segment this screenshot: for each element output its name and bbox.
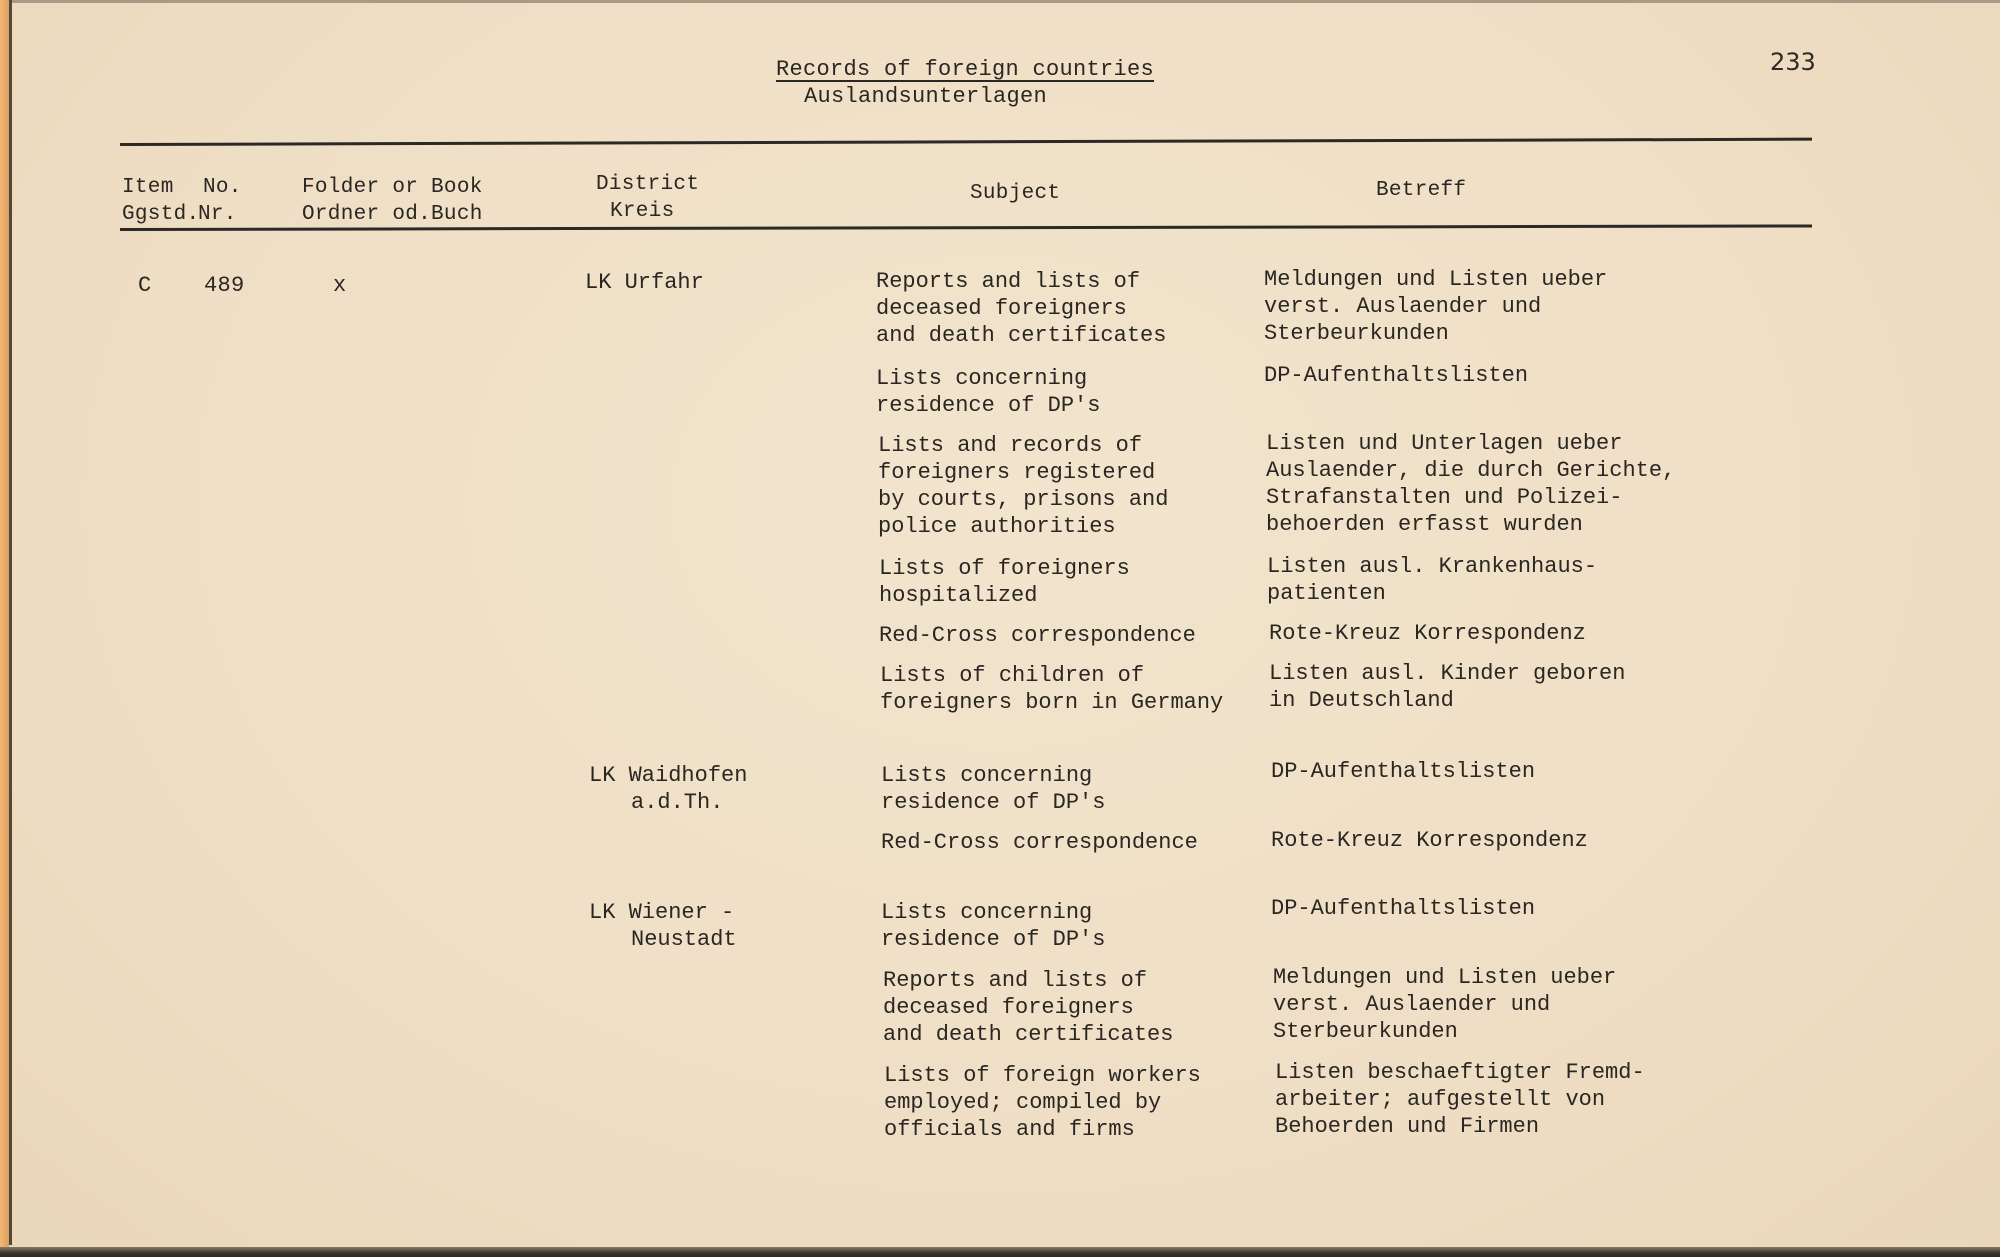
- book-binding-edge: [0, 0, 9, 1257]
- district-name-line2: Neustadt: [631, 927, 737, 952]
- page-subtitle: Auslandsunterlagen: [804, 84, 1048, 109]
- record-betreff: Listen und Unterlagen ueber Auslaender, die durch Gerichte, Strafanstalten und Polizei- behoerden erfasst wurden: [1266, 431, 1676, 537]
- record-subject: Red-Cross correspondence: [881, 830, 1198, 855]
- record-betreff: Meldungen und Listen ueber verst. Auslaender und Sterbeurkunden: [1273, 965, 1617, 1044]
- record-betreff: Listen beschaeftigter Fremd- arbeiter; aufgestellt von Behoerden und Firmen: [1275, 1060, 1645, 1139]
- record-betreff: Rote-Kreuz Korrespondenz: [1271, 828, 1588, 853]
- record-subject: Lists of foreign workers employed; compiled by officials and firms: [884, 1063, 1201, 1142]
- page-bottom-shadow: [0, 1247, 2000, 1257]
- district-name: LK Waidhofen: [589, 763, 748, 788]
- col-header-folder-de: Ordner od.Buch: [302, 203, 483, 226]
- record-subject: Lists concerning residence of DP's: [881, 900, 1106, 952]
- entry-item: C: [138, 273, 152, 298]
- header-top-rule: [120, 138, 1812, 146]
- book-spine-line: [9, 0, 12, 1245]
- col-header-no-de: Nr.: [198, 203, 237, 226]
- record-subject: Lists of foreigners hospitalized: [879, 556, 1130, 608]
- col-header-betreff: Betreff: [1376, 179, 1467, 202]
- record-subject: Lists and records of foreigners registered by courts, prisons and police authorities: [878, 433, 1169, 539]
- record-subject: Lists concerning residence of DP's: [876, 366, 1101, 418]
- col-header-item-de: Ggstd.: [122, 203, 200, 226]
- record-betreff: DP-Aufenthaltslisten: [1271, 896, 1536, 921]
- entry-folder-mark: x: [333, 273, 347, 298]
- record-betreff: Listen ausl. Kinder geboren in Deutschland: [1269, 661, 1626, 713]
- entry-number: 489: [204, 273, 245, 298]
- record-subject: Reports and lists of deceased foreigners and death certificates: [876, 269, 1167, 348]
- page-top-edge: [0, 0, 2000, 3]
- record-betreff: Rote-Kreuz Korrespondenz: [1269, 621, 1586, 646]
- record-subject: Lists of children of foreigners born in Germany: [880, 663, 1224, 715]
- record-subject: Lists concerning residence of DP's: [881, 763, 1106, 815]
- record-betreff: Listen ausl. Krankenhaus- patienten: [1267, 554, 1598, 606]
- district-name: LK Wiener -: [589, 900, 735, 925]
- record-betreff: Meldungen und Listen ueber verst. Auslaender und Sterbeurkunden: [1264, 267, 1608, 346]
- page-title: Records of foreign countries: [776, 57, 1155, 82]
- col-header-item-en: Item: [122, 176, 174, 199]
- record-subject: Red-Cross correspondence: [879, 623, 1196, 648]
- district-name-line2: a.d.Th.: [631, 790, 724, 815]
- record-betreff: DP-Aufenthaltslisten: [1264, 363, 1529, 388]
- page-number: 233: [1770, 48, 1816, 76]
- col-header-folder-en: Folder or Book: [302, 176, 483, 199]
- record-subject: Reports and lists of deceased foreigners and death certificates: [883, 968, 1174, 1047]
- col-header-subject: Subject: [970, 182, 1061, 205]
- col-header-district-en: District: [596, 173, 700, 196]
- col-header-no-en: No.: [203, 176, 242, 199]
- district-name: LK Urfahr: [585, 270, 704, 295]
- record-betreff: DP-Aufenthaltslisten: [1271, 759, 1536, 784]
- col-header-district-de: Kreis: [610, 200, 675, 223]
